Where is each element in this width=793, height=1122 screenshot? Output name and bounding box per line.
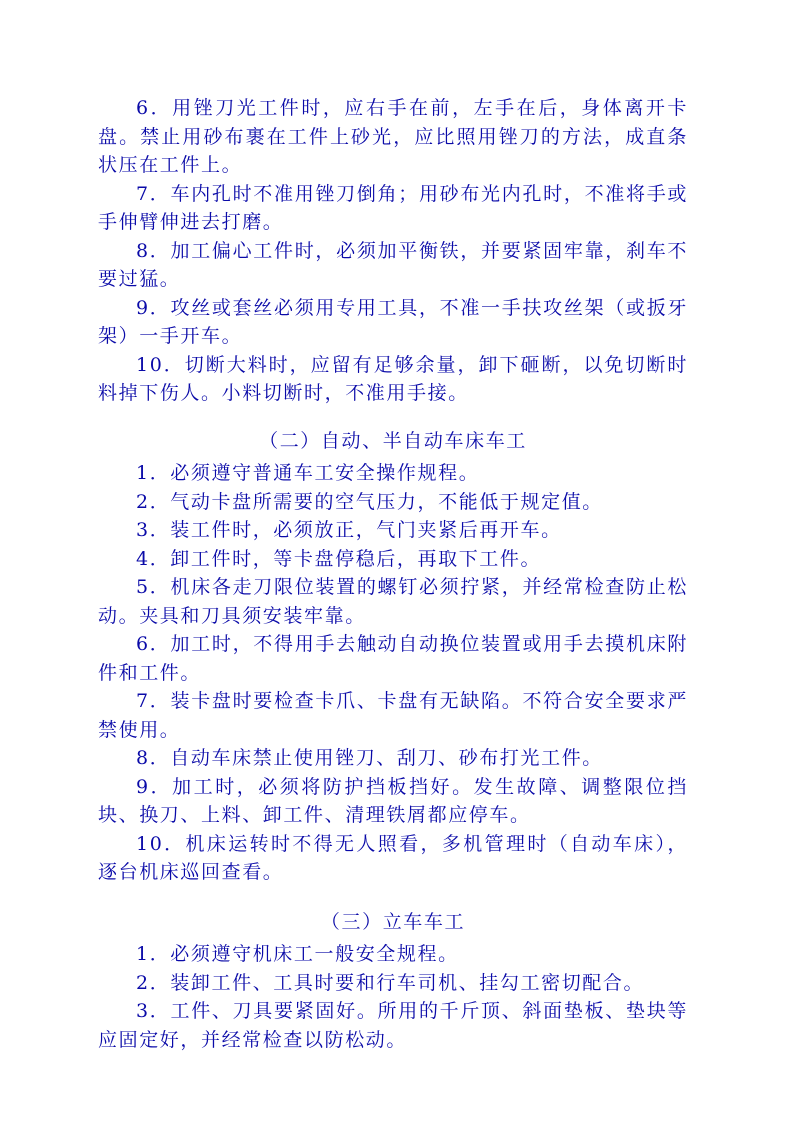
section-2-title: （二）自动、半自动车床车工 [259, 429, 527, 452]
list-item: 7．装卡盘时要检查卡爪、卡盘有无缺陷。不符合安全要求严禁使用。 [98, 690, 688, 741]
list-item: 2．气动卡盘所需要的空气压力，不能低于规定值。 [136, 490, 603, 513]
document-page [98, 94, 688, 1054]
list-item: 1．必须遵守普通车工安全操作规程。 [136, 462, 480, 484]
list-item: 9．加工时，必须将防护挡板挡好。发生故障、调整限位挡块、换刀、上料、卸工件、清理铁屑都应停车。 [98, 775, 688, 826]
section-3-title: （三）立车车工 [320, 910, 466, 933]
list-item: 1．必须遵守机床工一般安全规程。 [136, 943, 459, 965]
list-item: 8．加工偏心工件时，必须加平衡铁，并要紧固牢靠，刹车不要过猛。 [98, 239, 688, 290]
section-1-tail [98, 94, 688, 408]
list-item: 6．加工时，不得用手去触动自动换位装置或用手去摸机床附件和工件。 [98, 633, 688, 684]
section-2 [98, 427, 688, 887]
list-item: 5．机床各走刀限位装置的螺钉必须拧紧，并经常检查防止松动。夹具和刀具须安装牢靠。 [98, 576, 688, 627]
list-item: 3．工件、刀具要紧固好。所用的千斤顶、斜面垫板、垫块等应固定好，并经常检查以防松动。 [98, 1000, 688, 1051]
list-item: 10．切断大料时，应留有足够余量，卸下砸断，以免切断时料掉下伤人。小料切断时，不准用手接。 [98, 353, 688, 404]
list-item: 10．机床运转时不得无人照看，多机管理时（自动车床），逐台机床巡回查看。 [98, 832, 688, 883]
list-item: 2．装卸工件、工具时要和行车司机、挂勾工密切配合。 [136, 971, 645, 994]
list-item: 4．卸工件时，等卡盘停稳后，再取下工件。 [136, 547, 542, 570]
list-item: 3．装工件时，必须放正，气门夹紧后再开车。 [136, 519, 562, 541]
list-item: 6．用锉刀光工件时，应右手在前，左手在后，身体离开卡盘。禁止用砂布裹在工件上砂光，应比照用锉刀的方法，成直条状压在工件上。 [98, 97, 688, 176]
list-item: 8．自动车床禁止使用锉刀、刮刀、砂布打光工件。 [136, 747, 603, 769]
list-item: 9．攻丝或套丝必须用专用工具，不准一手扶攻丝架（或扳牙架）一手开车。 [98, 296, 688, 347]
list-item: 7．车内孔时不准用锉刀倒角；用砂布光内孔时，不准将手或手伸臂伸进去打磨。 [98, 182, 688, 233]
section-3 [98, 908, 688, 1055]
